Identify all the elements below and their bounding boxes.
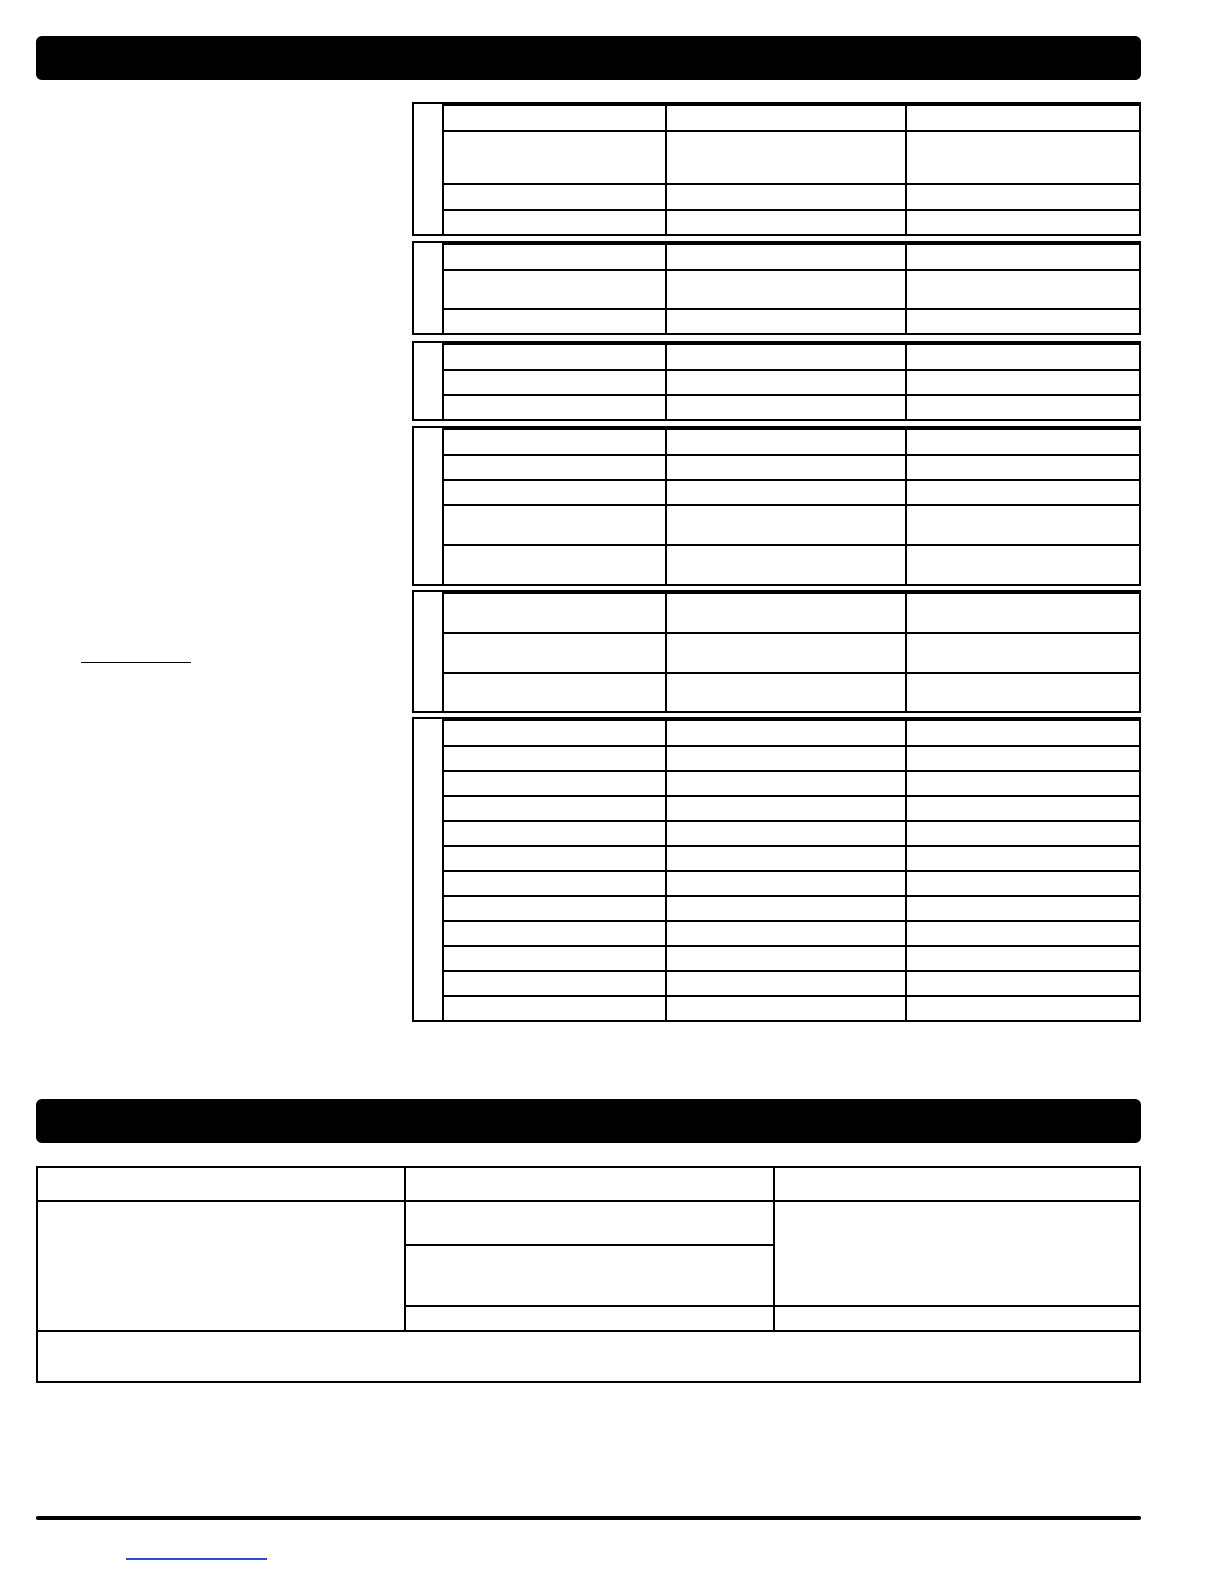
table-cell [666, 720, 906, 746]
table-cell [666, 673, 906, 712]
table-cell [442, 921, 666, 946]
table-cell [906, 309, 1139, 334]
table-cell [906, 455, 1139, 480]
table-cell [906, 210, 1139, 235]
table-cell [906, 270, 1139, 309]
section-header-bar-1 [36, 36, 1141, 80]
table-cell [666, 455, 906, 480]
table-cell [666, 921, 906, 946]
table-cell [906, 395, 1139, 420]
table-cell [666, 105, 906, 131]
table-row [442, 921, 1139, 946]
table-cell [442, 946, 666, 971]
table-cell [906, 131, 1139, 184]
table-cell [906, 946, 1139, 971]
spec-group-side-tab [414, 243, 444, 333]
table-cell [442, 244, 666, 270]
table-cell [442, 505, 666, 545]
table-cell [906, 746, 1139, 771]
table-cell [906, 971, 1139, 996]
table-cell [906, 633, 1139, 673]
table-row [442, 131, 1139, 184]
table-cell [666, 871, 906, 896]
table-cell [442, 673, 666, 712]
table-cell [906, 796, 1139, 821]
table-row [442, 480, 1139, 505]
table-cell [442, 105, 666, 131]
table-row [442, 771, 1139, 796]
table-cell [666, 429, 906, 455]
table-cell [442, 270, 666, 309]
table-cell [442, 184, 666, 210]
table-row [442, 896, 1139, 921]
table-cell [666, 210, 906, 235]
table-cell [906, 480, 1139, 505]
table-cell [906, 184, 1139, 210]
spec-table [442, 719, 1139, 1021]
table-cell [906, 593, 1139, 633]
table-cell [442, 429, 666, 455]
spec-group-3 [412, 341, 1141, 421]
table-cell [666, 184, 906, 210]
table-row [442, 720, 1139, 746]
table-cell [906, 105, 1139, 131]
table-cell [906, 370, 1139, 395]
table-cell [906, 896, 1139, 921]
table-cell [906, 244, 1139, 270]
table-cell [666, 821, 906, 846]
table-cell [666, 131, 906, 184]
spec-group-5 [412, 590, 1141, 713]
table-cell [442, 896, 666, 921]
spec-table [442, 343, 1139, 420]
table-row [442, 633, 1139, 673]
table-cell [442, 821, 666, 846]
table-cell [442, 846, 666, 871]
short-underline-rule [81, 662, 191, 663]
spec-table [442, 243, 1139, 334]
spec-group-side-tab [414, 104, 444, 234]
table-row [442, 244, 1139, 270]
spec-group-4 [412, 426, 1141, 586]
table-cell [906, 921, 1139, 946]
spec-table [442, 428, 1139, 585]
table-cell [666, 309, 906, 334]
table-cell [666, 505, 906, 545]
table-row [442, 455, 1139, 480]
table-cell [906, 720, 1139, 746]
table-cell [666, 771, 906, 796]
table-cell [666, 996, 906, 1021]
table-cell [442, 796, 666, 821]
table-cell [442, 309, 666, 334]
table-row [442, 871, 1139, 896]
table-row [442, 270, 1139, 309]
table-cell [906, 344, 1139, 370]
table-cell [666, 971, 906, 996]
table-cell [442, 746, 666, 771]
table-row [442, 796, 1139, 821]
table-row [442, 395, 1139, 420]
table-cell [906, 821, 1139, 846]
table-row [442, 821, 1139, 846]
spec-group-side-tab [414, 428, 444, 584]
table-row [442, 505, 1139, 545]
table-cell [666, 746, 906, 771]
table-cell [666, 370, 906, 395]
table-row [442, 846, 1139, 871]
table-cell [666, 270, 906, 309]
table-cell [906, 545, 1139, 585]
table-cell [442, 480, 666, 505]
table-cell [442, 593, 666, 633]
spec-group-side-tab [414, 343, 444, 419]
table-cell [666, 593, 906, 633]
lower-footnote-line [38, 1330, 1139, 1332]
table-cell [442, 771, 666, 796]
table-cell [442, 455, 666, 480]
table-cell [442, 720, 666, 746]
table-cell [666, 633, 906, 673]
table-row [442, 429, 1139, 455]
spec-table [442, 592, 1139, 712]
table-cell [666, 796, 906, 821]
table-row [442, 946, 1139, 971]
table-cell [442, 210, 666, 235]
table-row [442, 746, 1139, 771]
lower-mid-line-2 [406, 1305, 1139, 1307]
table-row [442, 370, 1139, 395]
table-row [442, 184, 1139, 210]
table-cell [442, 971, 666, 996]
table-row [442, 673, 1139, 712]
spec-table [442, 104, 1139, 235]
table-cell [666, 480, 906, 505]
lower-mid-line-1 [406, 1244, 773, 1246]
table-cell [906, 771, 1139, 796]
table-cell [906, 996, 1139, 1021]
table-row [442, 996, 1139, 1021]
table-cell [666, 896, 906, 921]
table-row [442, 593, 1139, 633]
table-cell [666, 344, 906, 370]
table-cell [442, 131, 666, 184]
table-row [442, 971, 1139, 996]
table-row [442, 309, 1139, 334]
table-cell [666, 395, 906, 420]
table-cell [906, 505, 1139, 545]
table-cell [442, 395, 666, 420]
table-row [442, 344, 1139, 370]
table-cell [666, 244, 906, 270]
spec-group-side-tab [414, 592, 444, 711]
table-cell [442, 370, 666, 395]
table-row [442, 210, 1139, 235]
table-cell [442, 633, 666, 673]
lower-table [36, 1166, 1141, 1383]
table-cell [906, 429, 1139, 455]
table-cell [666, 545, 906, 585]
spec-group-1 [412, 102, 1141, 236]
table-cell [906, 846, 1139, 871]
spec-group-side-tab [414, 719, 444, 1020]
table-cell [442, 344, 666, 370]
table-cell [442, 996, 666, 1021]
table-cell [666, 946, 906, 971]
table-cell [906, 871, 1139, 896]
spec-group-2 [412, 241, 1141, 335]
table-cell [442, 871, 666, 896]
footer-link[interactable] [126, 1558, 267, 1560]
table-cell [666, 846, 906, 871]
lower-header-line [38, 1200, 1139, 1202]
table-row [442, 105, 1139, 131]
spec-group-6 [412, 717, 1141, 1022]
footer-rule [36, 1516, 1141, 1520]
section-header-bar-2 [36, 1099, 1141, 1143]
table-cell [906, 673, 1139, 712]
table-cell [442, 545, 666, 585]
table-row [442, 545, 1139, 585]
